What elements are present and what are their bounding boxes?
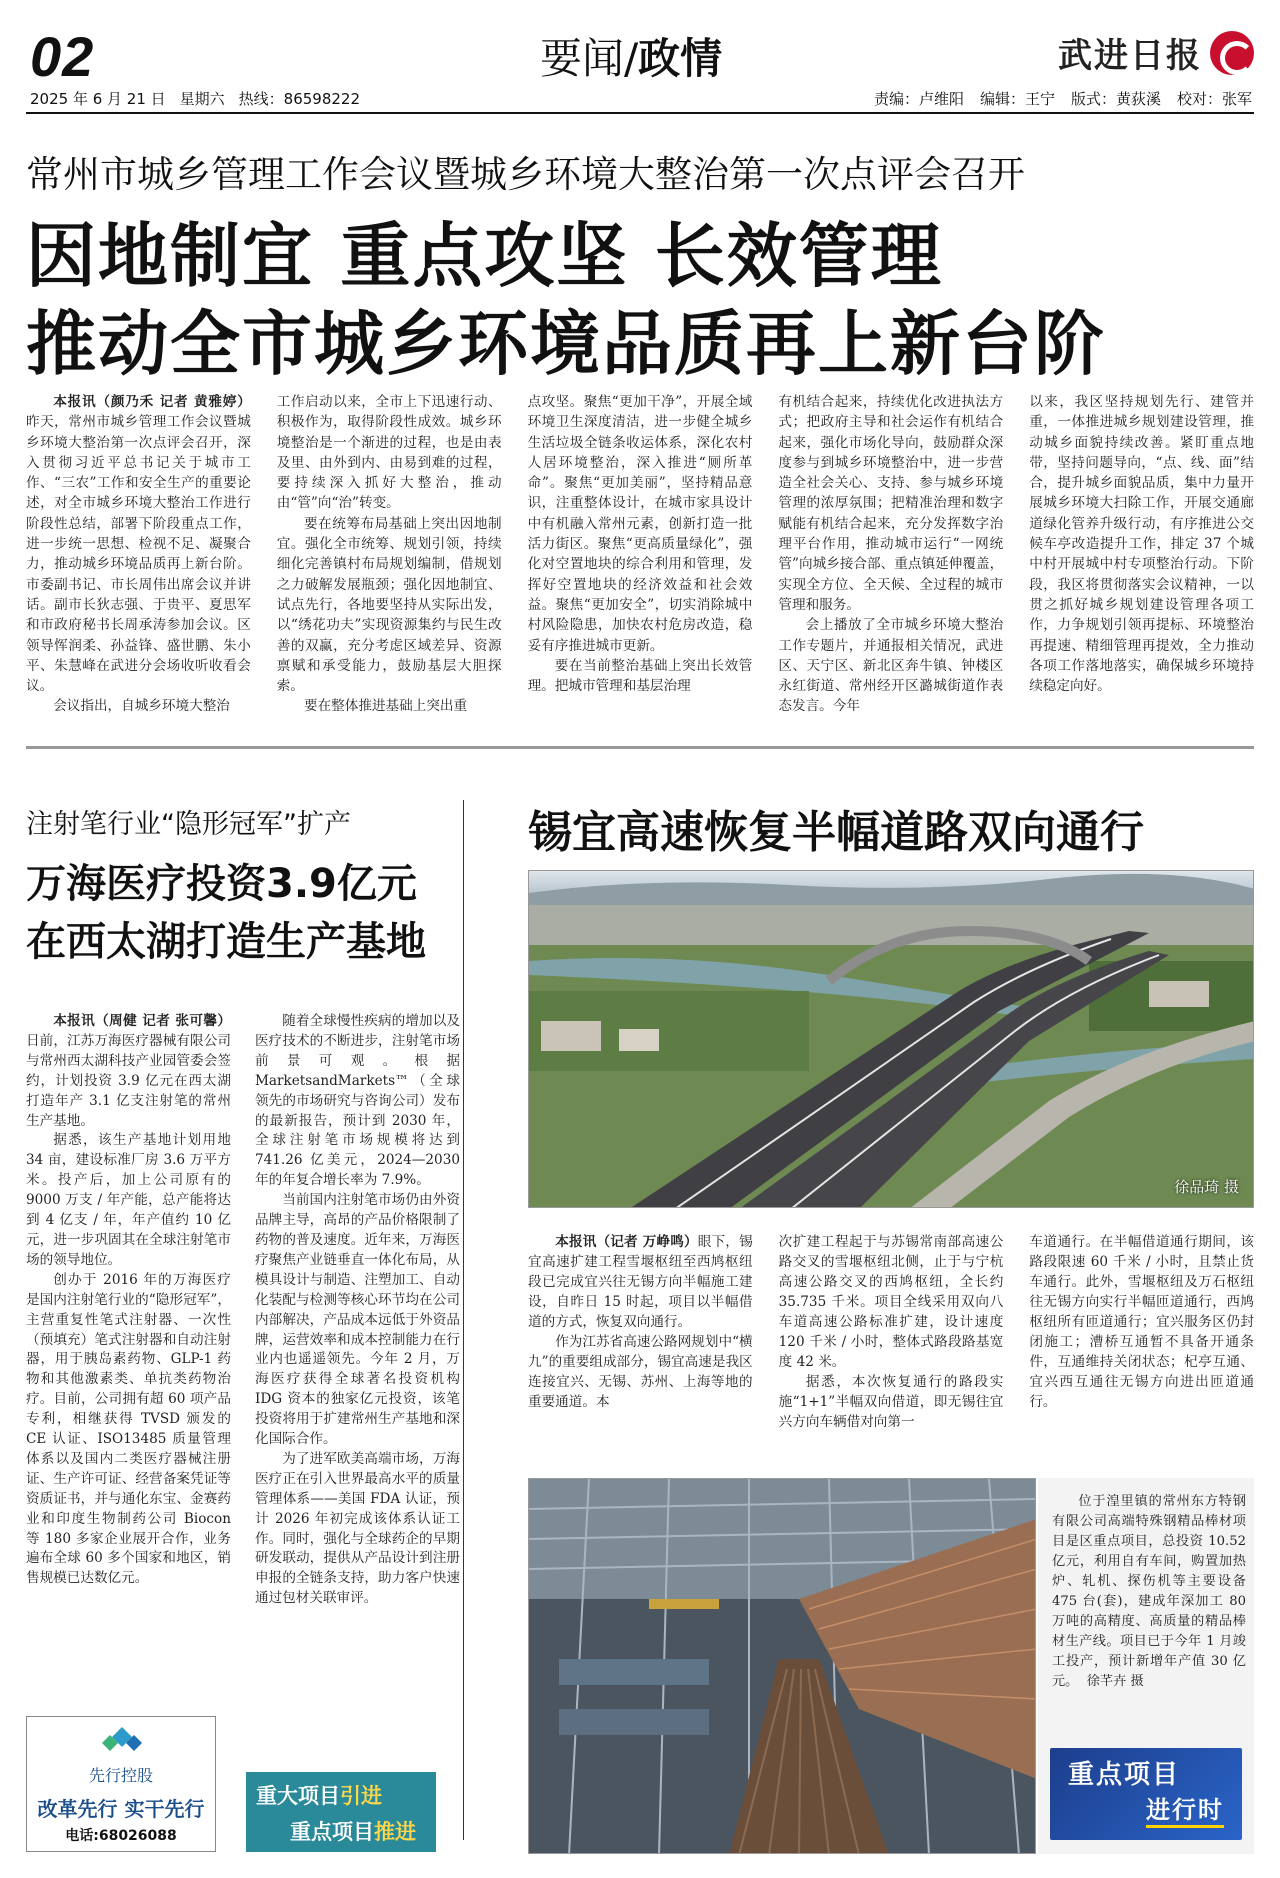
lead-column-4 (778, 392, 1003, 732)
masthead (26, 18, 1254, 116)
highway-paragraph: 次扩建工程起于与苏锡常南部高速公路交叉的雪堰枢纽北侧，止于与宁杭高速公路交叉的西鸠枢纽，全长约 35.735 千米。项目全线采用双向八车道高速公路标准扩建，设计速度 120 千米 / 小时，整体式路段路基宽度 42 米。 (778, 1234, 1004, 1370)
medical-column-1 (26, 1012, 231, 1747)
lead-paragraph: 要在整体推进基础上突出重 (303, 698, 468, 715)
highway-byline: 本报讯（记者 万峥鸣） (555, 1234, 698, 1250)
advertisement-projects[interactable] (246, 1772, 436, 1852)
highway-headline: 锡宜高速恢复半幅道路双向通行 (528, 807, 1144, 858)
steel-caption-text: 位于湟里镇的常州东方特钢有限公司高端特殊钢精品棒材项目是区重点项目，总投资 10.52 亿元，利用自有车间，购置加热炉、轧机、探伤机等主要设备 475 台(套)，建成年深加工 80 万吨的高精度、高质量的精品棒材生产线。项目已于今年 1 月竣工投产，预计新增年产值 30 亿元。 (1052, 1494, 1246, 1689)
editor-credit: 责编：卢维阳 (873, 90, 964, 108)
paper-emblem-icon (1210, 31, 1254, 75)
editor-credit: 校对：张军 (1176, 90, 1252, 108)
dateline (30, 88, 360, 109)
steel-caption (1052, 1492, 1246, 1692)
lead-headline-line2: 推动全市城乡环境品质再上新台阶 (26, 303, 1106, 385)
badge-line1: 重点项目 (1068, 1760, 1181, 1790)
medical-paragraph: 为了进军欧美高端市场，万海医疗正在引入世界最高水平的质量管理体系——美国 FDA 认证，预计 2026 年初完成该体系认证工作。同时，强化与全球药企的早期研发联动，提供从产品设计到注册申报的全链条支持，助力客户快速通过包材关联审评。 (255, 1450, 460, 1607)
lead-column-1 (26, 392, 251, 732)
lead-paragraph: 点攻坚。聚焦“更加干净”，开展全域环境卫生深度清洁，进一步健全城乡生活垃圾全链条收运体系，深化农村人居环境整治，深入推进“厕所革命”。聚焦“更加美丽”，坚持精品意识，注重整体设计，在城市家具设计中有机融入常州元素，创新打造一批活力街区。聚焦“更高质量绿化”，强化对空置地块的综合利用和管理，发挥好空置地块的经济效益和社会效益。聚焦“更加安全”，切实消除城中村风险隐患，加快农村危房改造，稳妥有序推进城市更新。 (527, 394, 753, 654)
highway-photo (528, 870, 1254, 1208)
section-divider (26, 746, 1254, 749)
lead-column-3 (528, 392, 753, 732)
ad-slogan: 改革先行 实干先行 (37, 1797, 205, 1821)
medical-headline-line2: 在西太湖打造生产基地 (26, 919, 426, 965)
medical-paragraph: 随着全球慢性疾病的增加以及医疗技术的不断进步，注射笔市场前景可观。根据 MarketsandMarkets™（全球领先的市场研究与咨询公司）发布的最新报告，预计到 2030 年，全球注射笔市场规模将达到 741.26 亿美元，2024—2030 年的年复合增长率为 7.9%。 (255, 1013, 460, 1189)
issue-date: 2025 年 6 月 21 日 (30, 90, 166, 108)
steel-factory-image (529, 1479, 1036, 1854)
lead-paragraph: 要在统筹布局基础上突出因地制宜。强化全市统筹、规划引领，持续细化完善镇村布局规划编制，借规划之力破解发展瓶颈；强化因地制宜、试点先行，各地要坚持从实际出发，以“绣花功夫”实现资源集约与民生改善的双赢，充分考虑区域差异、资源禀赋和承受能力，鼓励基层大胆探索。 (276, 515, 502, 695)
highway-column-2 (779, 1232, 1004, 1432)
highway-paragraph: 据悉，本次恢复通行的路段实施“1+1”半幅双向借道，即无锡往宜兴方向车辆借对向第一 (778, 1374, 1004, 1430)
highway-paragraph: 车道通行。在半幅借道通行期间，该路段限速 60 千米 / 小时，且禁止货车通行。此外，雪堰枢纽及万石枢纽往无锡方向实行半幅匝道通行，西鸠枢纽所有匝道通行；宜兴服务区仍封闭施工；漕桥互通暂不具备开通条件，互通维持关闭状态；杞亭互通、宜兴西互通往无锡方向进出匝道通行。 (1029, 1234, 1254, 1410)
lead-paragraph: 昨天，常州市城乡管理工作会议暨城乡环境大整治第一次点评会召开，深入贯彻习近平总书记关于城市工作、“三农”工作和安全生产的重要论述，对全市城乡环境大整治工作进行阶段性总结，部署下阶段重点工作，进一步统一思想、检视不足、凝聚合力，推动城乡环境品质再上新台阶。市委副书记、市长周伟出席会议并讲话。副市长狄志强、于贵平、夏思军和市政府秘书长周承涛参加会议。区领导恽润柔、孙益锋、盛世鹏、朱小平、朱慧峰在武进分会场收听收看会议。 (26, 414, 251, 695)
medical-paragraph: 据悉，该生产基地计划用地 34 亩，建设标准厂房 3.6 万平方米。投产后，加上公司原有的 9000 万支 / 年产能，总产能将达到 4 亿支 / 年，年产值约 10 亿元，进一步巩固其在全球注射笔市场的领导地位。 (26, 1132, 231, 1268)
highway-paragraph: 眼下，锡宜高速扩建工程雪堰枢纽至西鸠枢纽段已完成宜兴往无锡方向半幅施工建设，自昨日 15 时起，项目以半幅借道的方式，恢复双向通行。 (528, 1234, 753, 1330)
highway-aerial-image (529, 871, 1254, 1208)
lead-byline: 本报讯（颜乃禾 记者 黄雅婷） (53, 394, 251, 410)
advertisement-xianxing[interactable] (26, 1716, 216, 1852)
ad-line1-text: 重大项目 (256, 1784, 340, 1808)
lead-headline-line1: 因地制宜 重点攻坚 长效管理 (26, 215, 943, 297)
section-title-light: 要闻/ (540, 34, 639, 83)
ad-brand: 先行控股 (88, 1766, 153, 1785)
key-project-badge (1050, 1748, 1242, 1840)
medical-column-2 (255, 1012, 460, 1747)
medical-paragraph: 当前国内注射笔市场仍由外资品牌主导，高昂的产品价格限制了药物的普及速度。近年来，万海医疗聚焦产业链垂直一体化布局，从模具设计与制造、注塑加工、自动化装配与检测等核心环节均在公司内部解决，产品成本远低于外资品牌，运营效率和成本控制能力在行业内也遥遥领先。今年 2 月，万海医疗获得全球著名投资机构 IDG 资本的独家亿元投资，该笔投资将用于扩建常州生产基地和深化国际合作。 (255, 1192, 460, 1448)
ad-line2 (290, 1816, 416, 1846)
ad-phone: 电话:68026088 (65, 1828, 177, 1844)
lead-paragraph: 有机结合起来，持续优化改进执法方式；把政府主导和社会运作有机结合起来，强化市场化导向，鼓励群众深度参与到城乡环境整治中，进一步营造全社会关心、支持、参与城乡环境管理的浓厚氛围；把精准治理和数字赋能有机结合起来，充分发挥数字治理平台作用，推动城市运行“一网统管”向城乡接合部、重点镇延伸覆盖，实现全方位、全天候、全过程的城市管理和服务。 (778, 394, 1004, 613)
ad-line2-highlight: 推进 (374, 1820, 416, 1844)
section-title-bold: 政情 (638, 34, 723, 83)
ad-line2-text: 重点项目 (290, 1820, 374, 1844)
highway-column-1 (528, 1232, 753, 1432)
medical-kicker: 注射笔行业“隐形冠军”扩产 (26, 809, 351, 840)
column-divider (463, 800, 464, 1840)
paper-logo (1058, 28, 1254, 77)
ad-line1-highlight: 引进 (340, 1784, 382, 1808)
page-number: 02 (30, 25, 95, 88)
lead-paragraph: 工作启动以来，全市上下迅速行动、积极作为，取得阶段性成效。城乡环境整治是一个渐进的过程，也是由表及里、由外到内、由易到难的过程，要持续深入抓好大整治，推动由“管”向“治”转变。 (276, 394, 502, 512)
lead-body (26, 392, 1254, 732)
steel-factory-photo (528, 1478, 1036, 1854)
lead-kicker: 常州市城乡管理工作会议暨城乡环境大整治第一次点评会召开 (26, 153, 1025, 196)
medical-body (26, 1012, 460, 1747)
editor-credit: 版式：黄荻溪 (1070, 90, 1161, 108)
masthead-rule (26, 112, 1254, 114)
medical-paragraph: 创办于 2016 年的万海医疗是国内注射笔行业的“隐形冠军”，主营重复性笔式注射器、一次性（预填充）笔式注射器和自动注射器，用于胰岛素药物、GLP-1 药物和其他激素类、单抗类药物治疗。目前，公司拥有超 60 项产品专利，相继获得 TVSD 颁发的 CE 认证、ISO13485 质量管理体系以及国内二类医疗器械注册证、生产许可证、经营备案凭证等资质证书，并与通化东宝、金赛药业和印度生物制药公司 Biocon 等 180 多家企业展开合作，业务遍布全球 60 多个国家和地区，销售规模已达数亿元。 (26, 1271, 231, 1587)
editor-credit: 编辑：王宁 (979, 90, 1055, 108)
medical-byline: 本报讯（周健 记者 张可馨） (53, 1013, 231, 1029)
lead-column-2 (277, 392, 502, 732)
badge-line2: 进行时 (1146, 1790, 1224, 1828)
editor-credits (874, 88, 1252, 109)
medical-paragraph: 日前，江苏万海医疗器械有限公司与常州西太湖科技产业园管委会签约，计划投资 3.9 亿元在西太湖打造年产 3.1 亿支注射笔的常州生产基地。 (26, 1032, 231, 1129)
highway-column-3 (1029, 1232, 1254, 1432)
ad-line1 (256, 1780, 382, 1810)
issue-weekday: 星期六 (179, 90, 225, 108)
lead-column-5 (1029, 392, 1254, 732)
highway-body (528, 1232, 1254, 1432)
photo-credit: 徐品琦 摄 (1174, 1178, 1239, 1196)
lead-paragraph: 会上播放了全市城乡环境大整治工作专题片，并通报相关情况，武进区、天宁区、新北区奔牛镇、钟楼区永红街道、常州经开区潞城街道作表态发言。今年 (778, 617, 1004, 715)
highway-paragraph: 作为江苏省高速公路网规划中“横九”的重要组成部分，锡宜高速是我区连接宜兴、无锡、苏州、上海等地的重要通道。本 (528, 1334, 753, 1410)
steel-photo-credit: 徐芊卉 摄 (1086, 1674, 1144, 1689)
medical-headline-line1: 万海医疗投资3.9亿元 (26, 861, 417, 907)
hotline: 热线：86598222 (238, 90, 361, 108)
paper-name: 武进日报 (1058, 36, 1202, 76)
lead-paragraph: 会议指出，自城乡环境大整治 (53, 698, 230, 715)
xianxing-logo-icon (100, 1727, 144, 1757)
section-title (540, 26, 722, 86)
lead-paragraph: 以来，我区坚持规划先行、建管并重，一体推进城乡规划建设管理，推动城乡面貌持续改善。紧盯重点地带，坚持问题导向，“点、线、面”结合，提升城乡面貌品质，集中力量开展城乡环境大扫除工作，开展交通廊道绿化管养升级行动，有序推进公交候车亭改造提升工作，排定 37 个城中村开展城中村专项整治行动。下阶段，我区将贯彻落实会议精神，一以贯之抓好城乡规划建设管理各项工作，力争规划引领再提标、环境整治再提速、精细管理再提效，全力推动各项工作落地落实，确保城乡环境持续稳定向好。 (1029, 394, 1254, 695)
lead-paragraph: 要在当前整治基础上突出长效管理。把城市管理和基层治理 (527, 657, 753, 695)
